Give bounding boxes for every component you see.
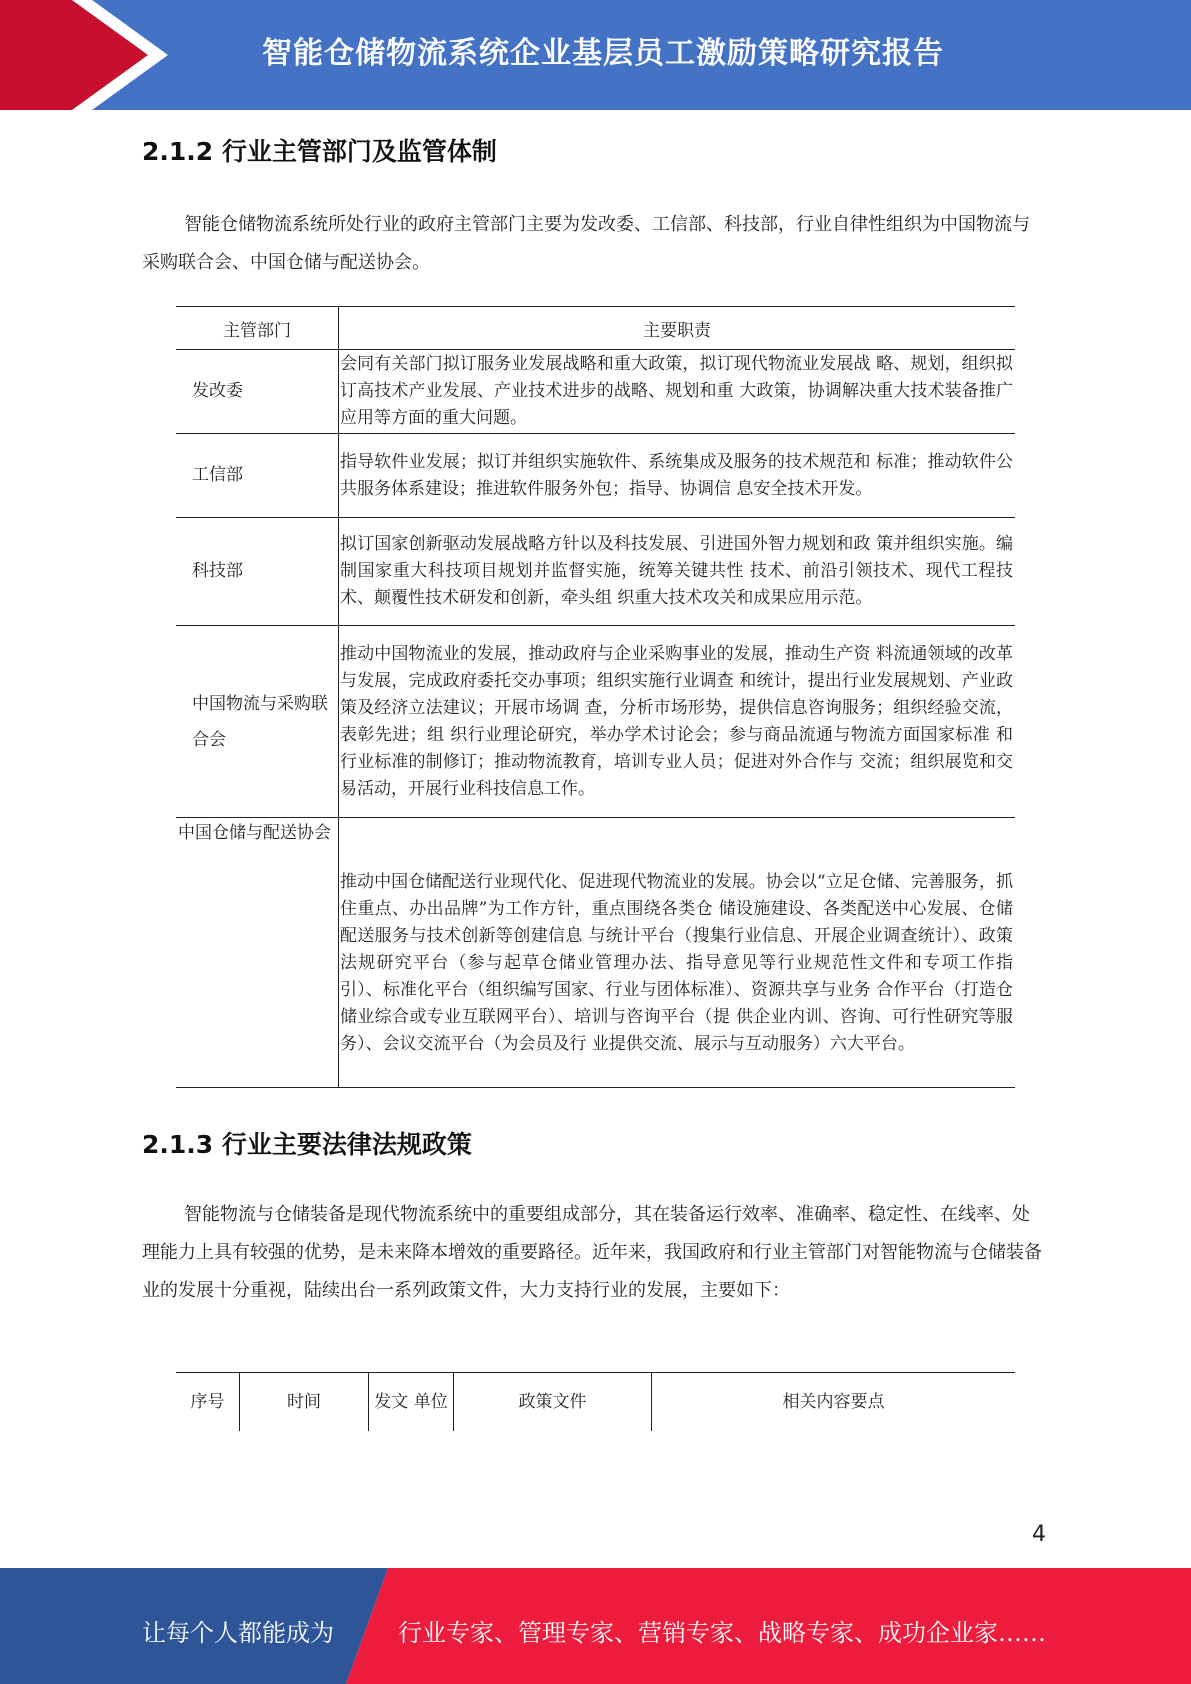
table-row [176, 626, 1015, 818]
table-header-row [176, 307, 1015, 350]
page-footer [0, 1568, 1191, 1684]
column-header-issuer: 发文 单位 [369, 1373, 454, 1432]
column-header-time: 时间 [240, 1373, 369, 1432]
table-row [176, 350, 1015, 434]
table-row [176, 818, 1015, 1088]
dept-cell: 中国仓储与配送协会 [176, 818, 339, 1088]
page-number: 4 [1032, 1522, 1046, 1547]
resp-cell: 会同有关部门拟订服务业发展战略和重大政策，拟订现代物流业发展战 略、规划，组织拟订高技术产业发展、产业技术进步的战略、规划和重 大政策，协调解决重大技术装备推广应用等方面的重大问题。 [339, 350, 1016, 434]
dept-cell: 工信部 [176, 434, 339, 518]
dept-cell: 发改委 [176, 350, 339, 434]
resp-cell: 推动中国仓储配送行业现代化、促进现代物流业的发展。协会以“立足仓储、完善服务，抓住重点、办出品牌”为工作方针，重点围绕各类仓 储设施建设、各类配送中心发展、仓储配送服务与技术创新等创建信息 与统计平台（搜集行业信息、开展企业调查统计）、政策法规研究平台（参与起草仓储业管理办法、指导意见等行业规范性文件和专项工作指 引）、标准化平台（组织编写国家、行业与团体标准）、资源共享与业务 合作平台（打造仓储业综合或专业互联网平台）、培训与咨询平台（提 供企业内训、咨询、可行性研究等服务）、会议交流平台（为会员及行 业提供交流、展示与互动服务）六大平台。 [339, 818, 1016, 1088]
section-2-1-3-paragraph: 智能物流与仓储装备是现代物流系统中的重要组成部分，其在装备运行效率、准确率、稳定性、在线率、处理能力上具有较强的优势，是未来降本增效的重要路径。近年来，我国政府和行业主管部门对智能物流与仓储装备业的发展十分重视，陆续出台一系列政策文件，大力支持行业的发展，主要如下： [142, 1204, 1042, 1301]
resp-cell: 推动中国物流业的发展，推动政府与企业采购事业的发展，推动生产资 料流通领域的改革与发展，完成政府委托交办事项；组织实施行业调查 和统计，提出行业发展规划、产业政策及经济立法建议；开展市场调 查，分析市场形势，提供信息咨询服务；组织经验交流，表彰先进；组 织行业理论研究，举办学术讨论会；参与商品流通与物流方面国家标准 和行业标准的制修订；推动物流教育，培训专业人员；促进对外合作与 交流；组织展览和交易活动，开展行业科技信息工作。 [339, 626, 1016, 818]
report-title: 智能仓储物流系统企业基层员工激励策略研究报告 [262, 36, 944, 71]
footer-slogan-left: 让每个人都能成为 [142, 1619, 334, 1647]
column-header-key-points: 相关内容要点 [652, 1373, 1016, 1432]
section-heading-2-1-3: 2.1.3 行业主要法律法规政策 [142, 1130, 472, 1159]
column-header-policy-document: 政策文件 [454, 1373, 652, 1432]
table-row [176, 518, 1015, 626]
table-row [176, 434, 1015, 518]
page-header [0, 0, 1191, 110]
footer-slogan-right: 行业专家、管理专家、营销专家、战略专家、成功企业家…… [398, 1619, 1046, 1647]
resp-cell: 拟订国家创新驱动发展战略方针以及科技发展、引进国外智力规划和政 策并组织实施。编制国家重大科技项目规划并监督实施，统筹关键共性 技术、前沿引领技术、现代工程技术、颠覆性技术研发和创新，牵头组 织重大技术攻关和成果应用示范。 [339, 518, 1016, 626]
regulator-duty-table [176, 306, 1015, 1088]
section-heading-2-1-2: 2.1.2 行业主管部门及监管体制 [142, 137, 497, 166]
section-2-1-2-paragraph: 智能仓储物流系统所处行业的政府主管部门主要为发改委、工信部、科技部，行业自律性组织为中国物流与采购联合会、中国仓储与配送协会。 [142, 214, 1030, 273]
policy-table [176, 1372, 1015, 1431]
column-header-dept: 主管部门 [176, 307, 339, 350]
dept-cell: 中国物流与采购联合会 [176, 626, 339, 818]
dept-cell: 科技部 [176, 518, 339, 626]
resp-cell: 指导软件业发展；拟订并组织实施软件、系统集成及服务的技术规范和 标准；推动软件公共服务体系建设；推进软件服务外包；指导、协调信 息安全技术开发。 [339, 434, 1016, 518]
column-header-index: 序号 [176, 1373, 240, 1432]
table-header-row [176, 1373, 1015, 1432]
column-header-resp: 主要职责 [339, 307, 1016, 350]
